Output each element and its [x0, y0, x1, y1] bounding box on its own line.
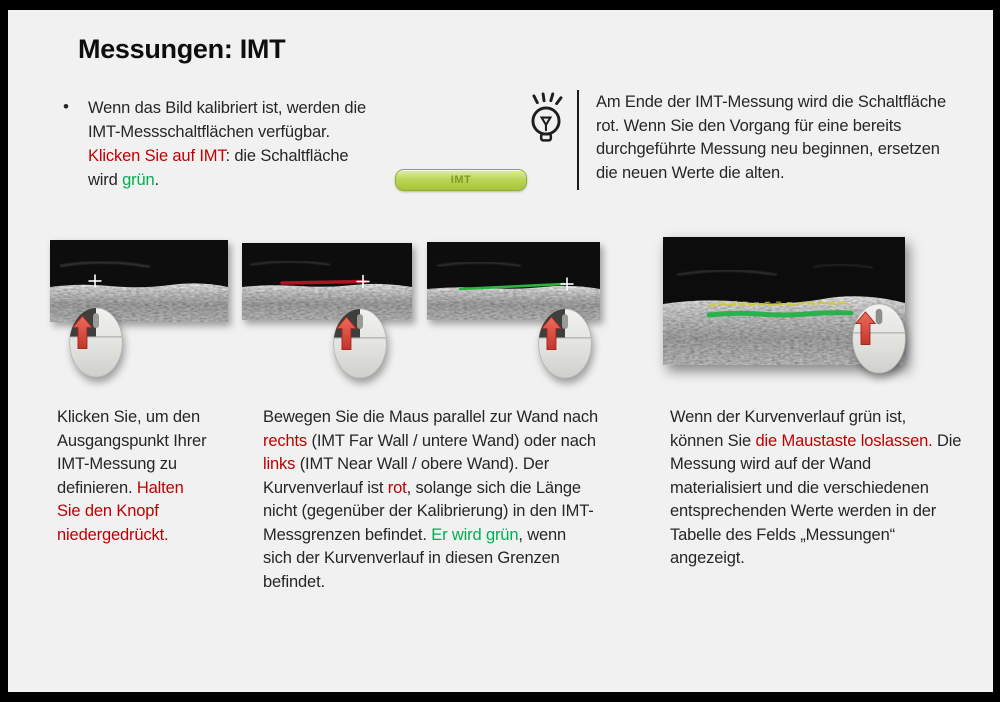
tip-divider: [577, 90, 579, 190]
mouse-left-pressed-icon-2: [332, 307, 388, 380]
slide: [8, 10, 993, 692]
lightbulb-icon: [517, 90, 575, 152]
imt-button: [395, 169, 527, 191]
green-contour: [709, 313, 851, 315]
bullet-marker: •: [63, 97, 69, 116]
tip-paragraph: Am Ende der IMT-Messung wird die Schaltfläche rot. Wenn Sie den Vorgang für eine bereits durchgeführte Messung neu beginnen, ersetzen die neuen Werte die alten.: [596, 93, 946, 182]
step-1-paragraph: Klicken Sie, um den Ausgangspunkt Ihrer IMT-Messung zu definieren. Halten Sie den Knopf niedergedrückt.: [57, 408, 207, 544]
page-title: Messungen: IMT: [78, 34, 286, 64]
mouse-left-pressed-icon-3: [537, 307, 593, 380]
step-3-paragraph: Wenn der Kurvenverlauf grün ist, können Sie die Maustaste loslassen. Die Messung wird auf der Wand materialisiert und die verschiedenen entsprechenden Werte werden in der Tabelle des Felds „Messungen“ angezeigt.: [670, 408, 962, 567]
imt-button-label: IMT: [450, 174, 472, 186]
mouse-left-pressed-icon-1: [68, 306, 124, 379]
mouse-released-icon: [851, 302, 907, 375]
intro-paragraph: Wenn das Bild kalibriert ist, werden die IMT-Messschaltflächen verfügbar. Klicken Sie auf IMT: die Schaltfläche wird grün.: [88, 99, 366, 189]
step-2-paragraph: Bewegen Sie die Maus parallel zur Wand nach rechts (IMT Far Wall / untere Wand) oder nach links (IMT Near Wall / obere Wand). Der Kurvenverlauf ist rot, solange sich die Länge nicht (gegenüber der Kalibrierung) in den IMT-Messgrenzen befindet. Er wird grün, wenn sich der Kurvenverlauf in diesen Grenzen befindet.: [263, 408, 599, 591]
red-measure-line: [282, 282, 365, 284]
